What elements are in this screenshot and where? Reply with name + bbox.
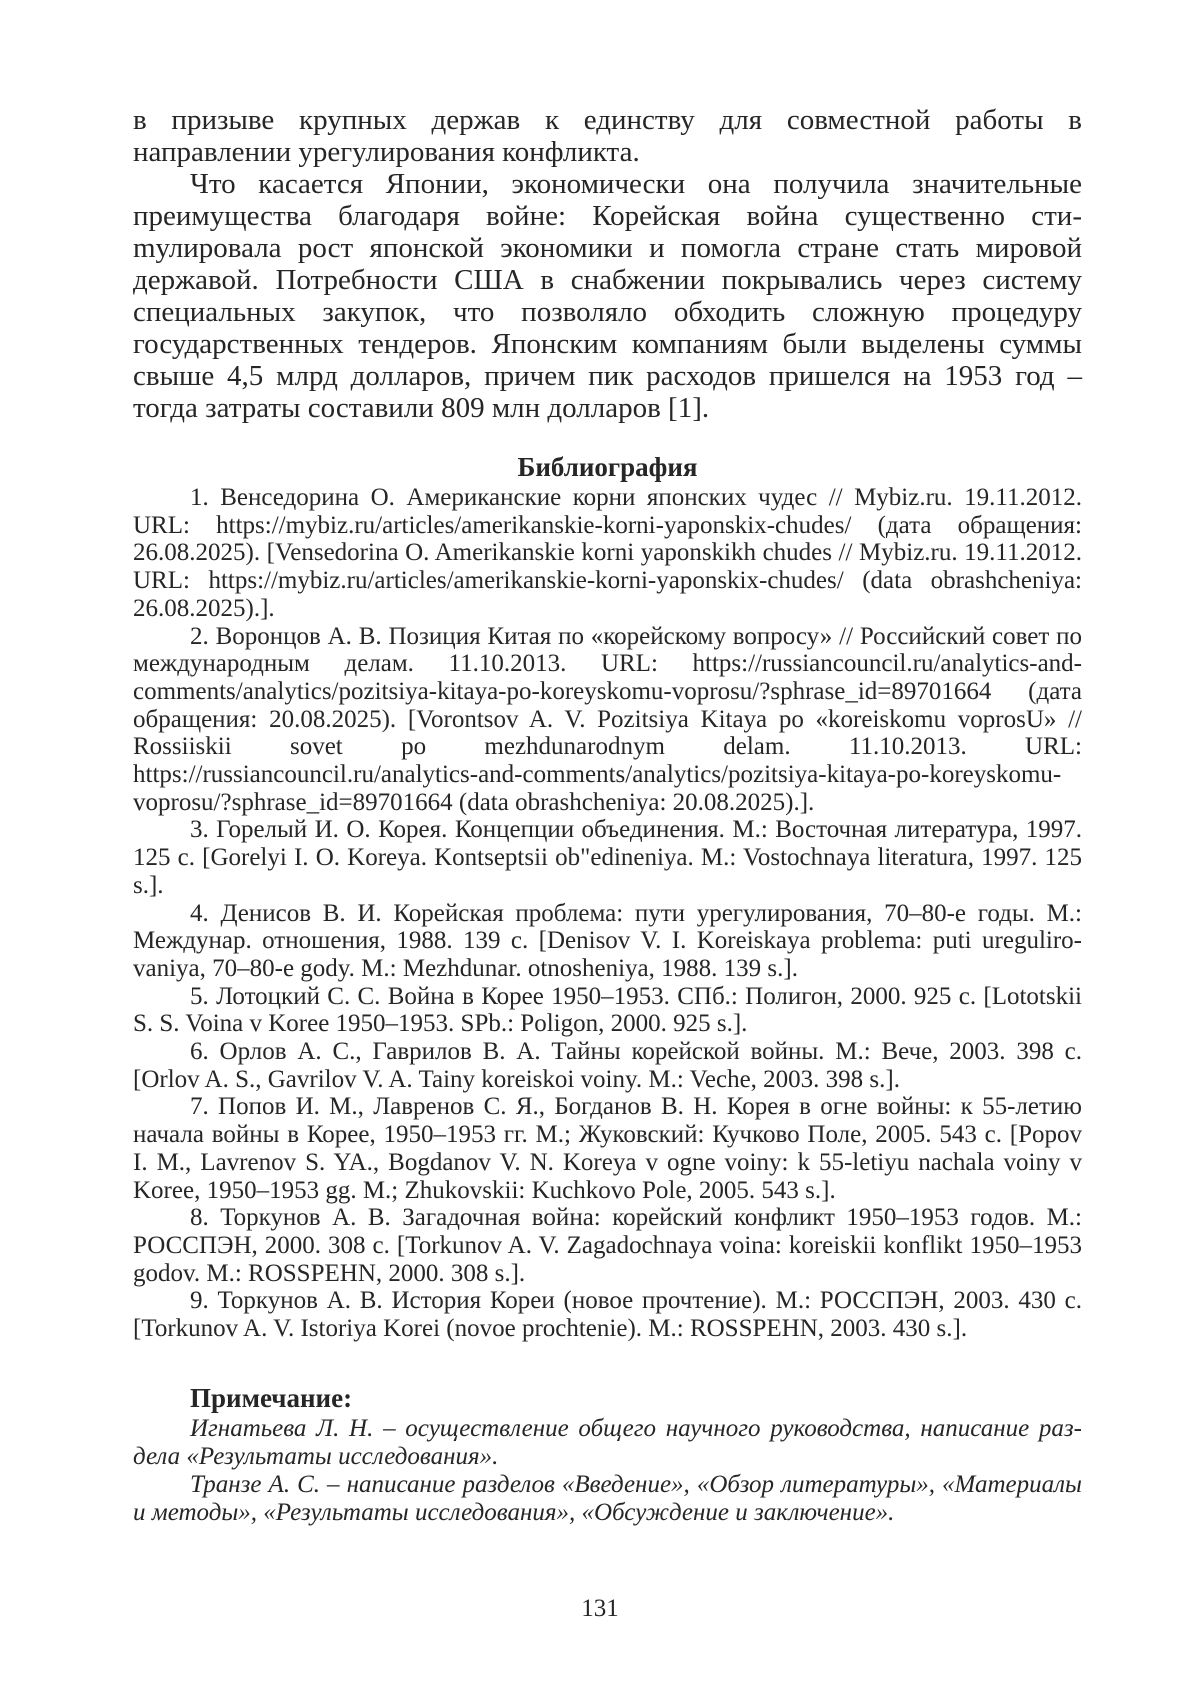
note-item-ignatyeva: Игнатьева Л. Н. – осуществление общего научного руководства, написание раздела «Результаты исследования». bbox=[133, 1414, 1082, 1470]
bibliography-list bbox=[133, 484, 1082, 1343]
bibliography-entry-7: 7. Попов И. М., Лавренов С. Я., Богданов В. Н. Корея в огне войны: к 55-летию начала войны в Корее, 1950–1953 гг. М.; Жуковский: Кучково Поле, 2005. 543 с. [Popov I. M., Lavrenov S. YA., Bogdanov V. N. Koreya v ogne voiny: k 55-letiyu nachala voiny v Koree, 1950–1953 gg. M.; Zhukovskii: Kuchkovo Pole, 2005. 543 s.]. bbox=[133, 1093, 1082, 1204]
bibliography-entry-8: 8. Торкунов А. В. Загадочная война: корейский конфликт 1950–1953 годов. М.: РОССПЭН, 2000. 308 с. [Torkunov A. V. Zagadochnaya voina: koreiskii konflikt 1950–1953 godov. M.: ROSSPEHN, 2000. 308 s.]. bbox=[133, 1204, 1082, 1287]
bibliography-entry-9: 9. Торкунов А. В. История Кореи (новое прочтение). М.: РОССПЭН, 2003. 430 с. [Torkunov A. V. Istoriya Korei (novoe prochtenie). M.: ROSSPEHN, 2003. 430 s.]. bbox=[133, 1287, 1082, 1343]
bibliography-entry-5: 5. Лотоцкий С. С. Война в Корее 1950–1953. СПб.: Полигон, 2000. 925 с. [Lototskii S. S. Voina v Koree 1950–1953. SPb.: Poligon, 2000. 925 s.]. bbox=[133, 982, 1082, 1038]
note-section bbox=[133, 1383, 1082, 1527]
note-item-tranze: Транзе А. С. – написание разделов «Введение», «Обзор литературы», «Материалы и методы», «Результаты исследования», «Обсуждение и заключение». bbox=[133, 1470, 1082, 1526]
page-number: 131 bbox=[581, 1595, 619, 1622]
note-heading: Примечание: bbox=[190, 1382, 353, 1413]
bibliography-entry-3: 3. Горелый И. О. Корея. Концепции объединения. М.: Восточная литература, 1997. 125 с. [Gorelyi I. O. Koreya. Kontseptsii ob"edineniya. M.: Vostochnaya literatura, 1997. 125 s.]. bbox=[133, 816, 1082, 899]
bibliography-entry-4: 4. Денисов В. И. Корейская проблема: пути урегулирования, 70–80-е годы. М.: Междунар. отношения, 1988. 139 с. [Denisov V. I. Koreiskaya problema: puti uregulirovaniya, 70–80-e gody. M.: Mezhdunar. otnosheniya, 1988. 139 s.]. bbox=[133, 899, 1082, 982]
bibliography-entry-1: 1. Венседорина О. Американские корни японских чудес // Mybiz.ru. 19.11.2012. URL: https://mybiz.ru/articles/amerikanskie-korni-yaponskix-chudes/ (дата обращения: 26.08.2025). [Vensedorina O. Amerikanskie korni yaponskikh chudes // Mybiz.ru. 19.11.2012. URL: https://mybiz.ru/articles/amerikanskie-korni-yaponskix-chudes/ (data obrashcheniya: 26.08.2025).]. bbox=[133, 484, 1082, 622]
body-paragraph-continuation: в призыве крупных держав к единству для совместной работы в направлении урегулирования конфликта. bbox=[133, 104, 1082, 168]
bibliography-heading: Библиография bbox=[517, 452, 698, 482]
bibliography-entry-6: 6. Орлов А. С., Гаврилов В. А. Тайны корейской войны. М.: Вече, 2003. 398 с. [Orlov A. S., Gavrilov V. A. Tainy koreiskoi voiny. M.: Veche, 2003. 398 s.]. bbox=[133, 1038, 1082, 1093]
body-paragraph-japan: Что касается Японии, экономически она получила значительные преимущества благодаря войне: Корейская война существенно стиmулировала рост японской экономики и помогла стране стать мировой державой. Потребности США в снабжении покрывались через систему специальных закупок, что позволяло обходить сложную процедуру государственных тендеров. Японским компаниям были выделены суммы свыше 4,5 млрд долларов, причем пик расходов пришелся на 1953 год – тогда затраты составили 809 млн долларов [1]. bbox=[133, 168, 1082, 424]
bibliography-entry-2: 2. Воронцов А. В. Позиция Китая по «корейскому вопросу» // Российский совет по международным делам. 11.10.2013. URL: https://russiancouncil.ru/analytics-and-comments/analytics/pozitsiya-kitaya-po-koreyskomu-voprosu/?sphrase_id=89701664 (дата обращения: 20.08.2025). [Vorontsov A. V. Pozitsiya Kitaya po «koreiskomu voprosU» // Rossiiskii sovet po mezhdunarodnym delam. 11.10.2013. URL: https://russiancouncil.ru/analytics-and-comments/analytics/pozitsiya-kitaya-po-koreyskomu-voprosu/?sphrase_id=89701664 (data obrashcheniya: 20.08.2025).]. bbox=[133, 622, 1082, 816]
body-text bbox=[133, 104, 1082, 424]
